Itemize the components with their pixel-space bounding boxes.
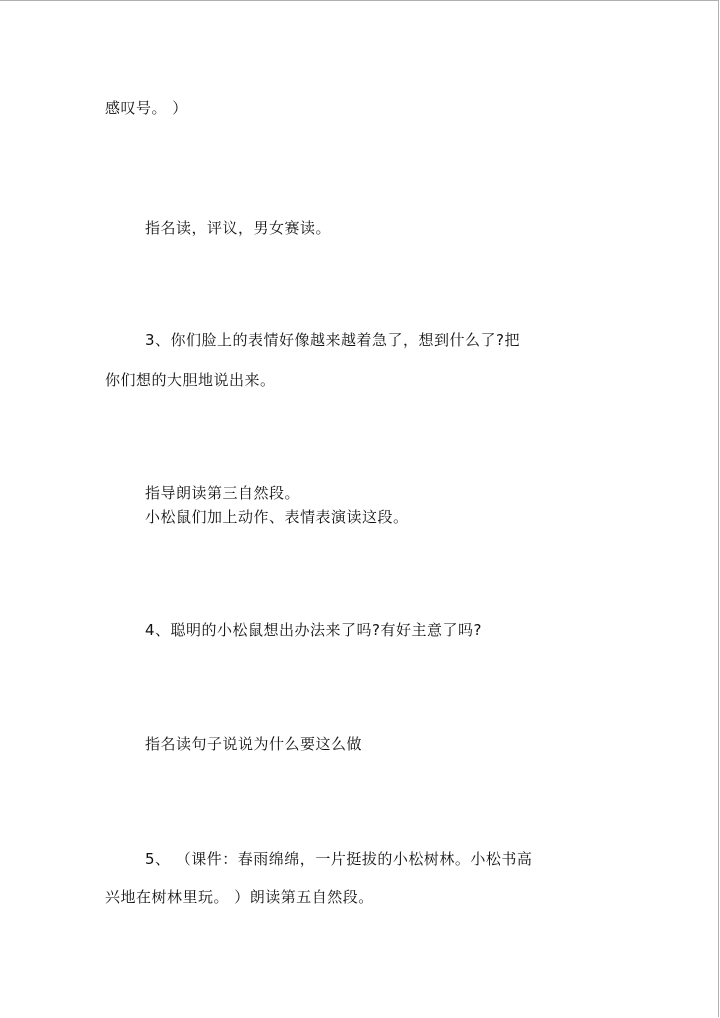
text-line-guide-reading: 指导朗读第三自然段。	[145, 484, 301, 502]
text-line-item-5: 5、 （课件：春雨绵绵，一片挺拔的小松树林。小松书高	[145, 850, 533, 868]
text-line-question-4: 4、聪明的小松鼠想出办法来了吗?有好主意了吗?	[145, 621, 482, 639]
text-line-read-sentence: 指名读句子说说为什么要这么做	[145, 735, 363, 753]
text-line-question-3-cont: 你们想的大胆地说出来。	[105, 371, 276, 389]
text-line-item-5-cont: 兴地在树林里玩。 ）朗读第五自然段。	[105, 888, 374, 906]
text-line-act-reading: 小松鼠们加上动作、表情表演读这段。	[145, 508, 409, 526]
text-line-read-evaluate: 指名读，评议，男女赛读。	[145, 219, 332, 237]
text-line-exclamation: 感叹号。 ）	[105, 99, 188, 117]
text-line-question-3: 3、你们脸上的表情好像越来越着急了，想到什么了?把	[145, 331, 521, 349]
